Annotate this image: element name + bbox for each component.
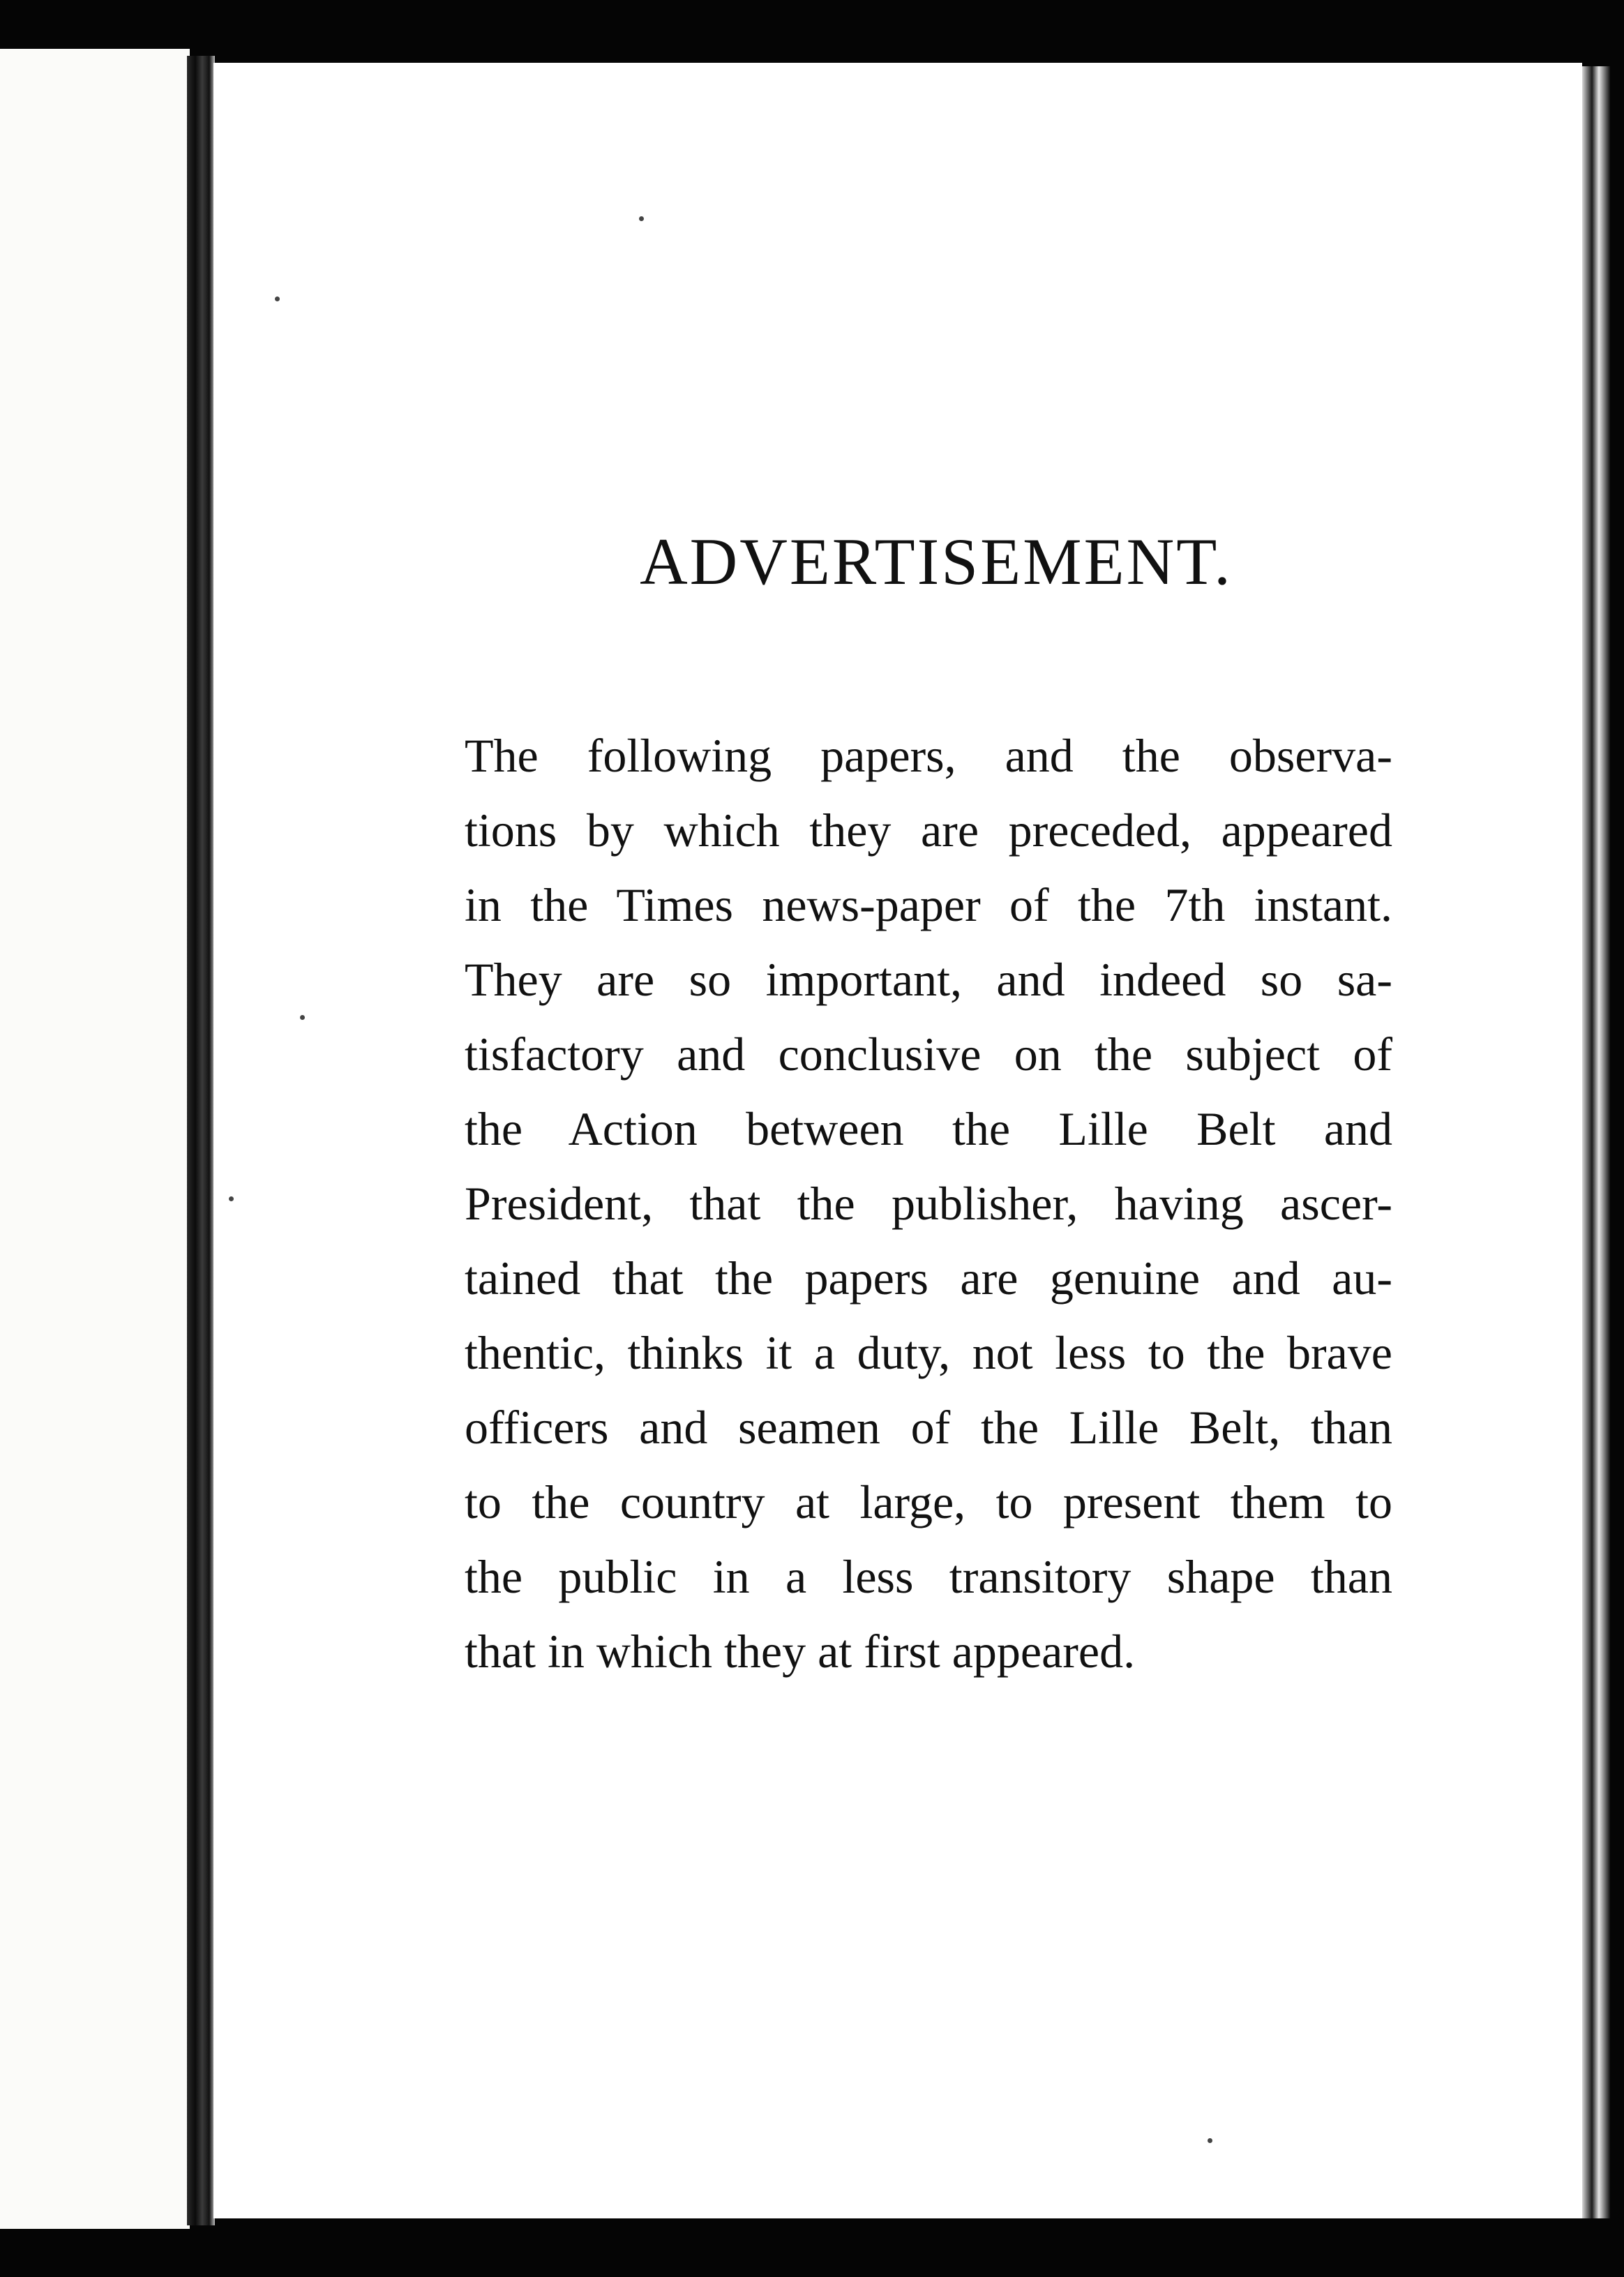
text-line: the Action between the Lille Belt and xyxy=(465,1102,1392,1155)
text-line: tions by which they are preceded, appeared xyxy=(465,804,1392,857)
advertisement-paragraph xyxy=(465,719,1392,1689)
text-line: President, that the publisher, having ascer- xyxy=(465,1177,1392,1230)
print-speck xyxy=(639,216,644,221)
text-line: in the Times news-paper of the 7th instant. xyxy=(465,878,1392,931)
print-speck xyxy=(1208,2138,1212,2143)
text-line: the public in a less transitory shape than xyxy=(465,1550,1392,1603)
print-speck xyxy=(229,1196,234,1201)
text-line: thentic, thinks it a duty, not less to the brave xyxy=(465,1326,1392,1379)
text-line: officers and seamen of the Lille Belt, than xyxy=(465,1401,1392,1454)
book-gutter xyxy=(187,56,215,2225)
print-speck xyxy=(300,1015,305,1020)
text-line: that in which they at first appeared. xyxy=(465,1625,1136,1678)
print-speck xyxy=(275,296,280,301)
text-line: They are so important, and indeed so sa- xyxy=(465,953,1392,1006)
text-line: tained that the papers are genuine and au- xyxy=(465,1252,1392,1305)
text-line: tisfactory and conclusive on the subject of xyxy=(465,1028,1392,1081)
text-line: to the country at large, to present them to xyxy=(465,1475,1392,1528)
text-line: The following papers, and the observa- xyxy=(465,729,1392,782)
page-heading: ADVERTISEMENT. xyxy=(640,525,1233,599)
facing-page xyxy=(0,49,190,2229)
page-edge xyxy=(1582,66,1610,2218)
